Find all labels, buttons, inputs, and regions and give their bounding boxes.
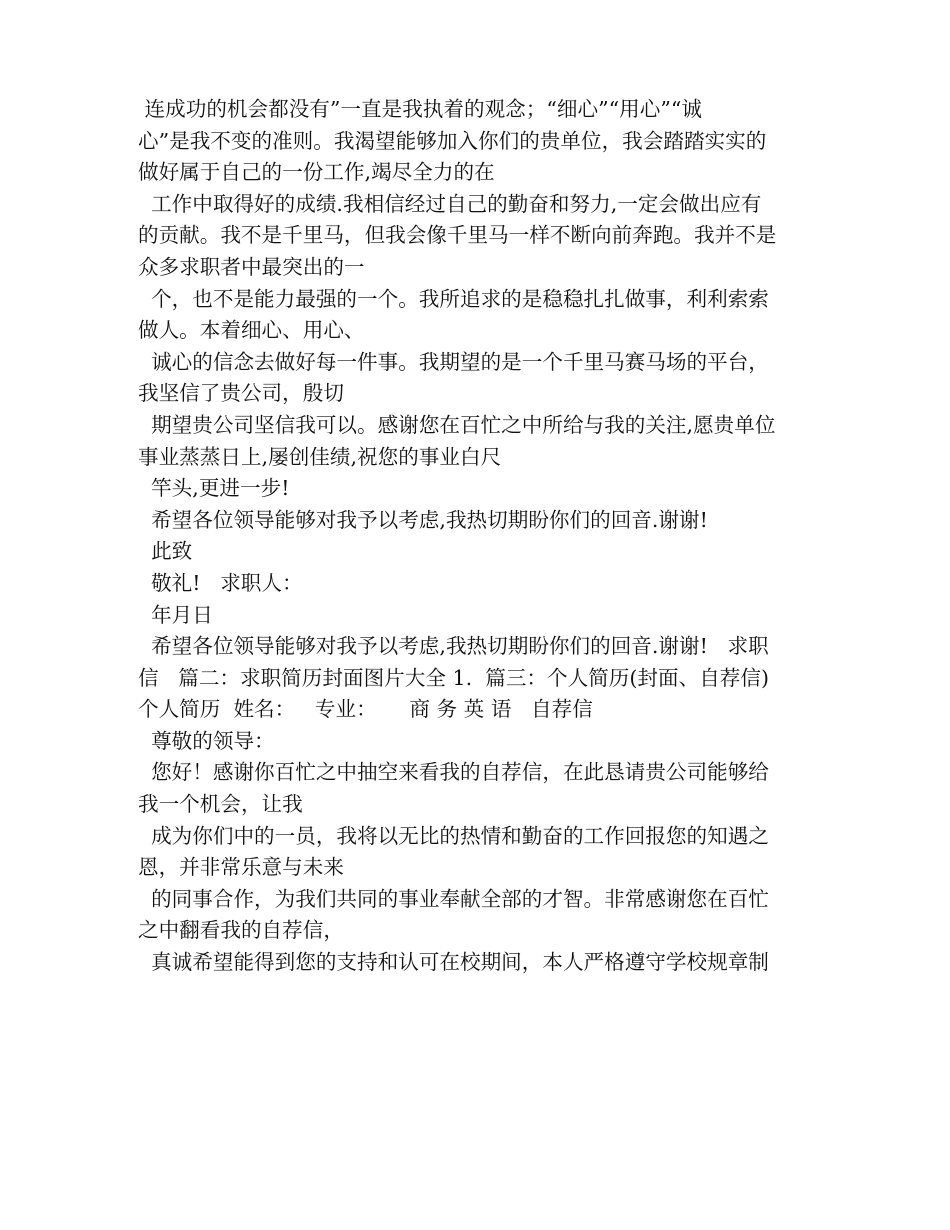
text-line: 敬礼! 求职人： xyxy=(138,570,303,595)
text-line: 心”是我不变的准则。我渴望能够加入你们的贵单位，我会踏踏实实的 xyxy=(138,128,767,153)
text-line: 连成功的机会都没有”一直是我执着的观念；“细心”“用心”“诚 xyxy=(138,97,702,121)
text-line: 信 篇二：求职简历封面图片大全 1. 篇三：个人简历(封面、自荐信) xyxy=(138,665,770,690)
text-line: 恩，并非常乐意与未来 xyxy=(138,855,344,880)
text-line: 此致 xyxy=(138,539,193,564)
text-line: 的同事合作，为我们共同的事业奉献全部的才智。非常感谢您在百忙 xyxy=(138,886,769,911)
text-line: 事业蒸蒸日上,屡创佳绩,祝您的事业白尺 xyxy=(138,444,502,469)
text-line: 工作中取得好的成绩.我相信经过自己的勤奋和努力,一定会做出应有 xyxy=(138,191,762,216)
text-line: 年月日 xyxy=(138,602,213,627)
text-line: 我坚信了贵公司，殷切 xyxy=(138,381,344,406)
text-line: 个人简历 姓名： 专业： 商 务 英 语 自荐信 xyxy=(138,697,593,722)
text-line: 真诚希望能得到您的支持和认可在校期间，本人严格遵守学校规章制 xyxy=(138,950,769,975)
document-body xyxy=(138,94,818,979)
text-line: 成为你们中的一员，我将以无比的热情和勤奋的工作回报您的知遇之 xyxy=(138,823,769,848)
text-line: 的贡献。我不是千里马，但我会像千里马一样不断向前奔跑。我并不是 xyxy=(138,223,777,248)
text-line: 您好！感谢你百忙之中抽空来看我的自荐信，在此恳请贵公司能够给 xyxy=(138,760,769,785)
text-line: 尊敬的领导： xyxy=(138,728,275,753)
text-line: 做好属于自己的一份工作,竭尽全力的在 xyxy=(138,160,495,185)
text-line: 竿头,更进一步! xyxy=(138,476,290,501)
text-line: 众多求职者中最突出的一 xyxy=(138,254,365,279)
text-line: 诚心的信念去做好每一件事。我期望的是一个千里马赛马场的平台， xyxy=(138,349,769,374)
text-line: 我一个机会，让我 xyxy=(138,792,303,817)
text-line: 之中翻看我的自荐信， xyxy=(138,918,344,943)
text-line: 期望贵公司坚信我可以。感谢您在百忙之中所给与我的关注,愿贵单位 xyxy=(138,412,776,437)
text-line: 希望各位领导能够对我予以考虑,我热切期盼你们的回音.谢谢! 求职 xyxy=(138,634,769,659)
text-line: 个，也不是能力最强的一个。我所追求的是稳稳扎扎做事，利利索索 xyxy=(138,286,769,311)
text-line: 希望各位领导能够对我予以考虑,我热切期盼你们的回音.谢谢! xyxy=(138,507,708,532)
text-line: 做人。本着细心、用心、 xyxy=(138,318,365,343)
